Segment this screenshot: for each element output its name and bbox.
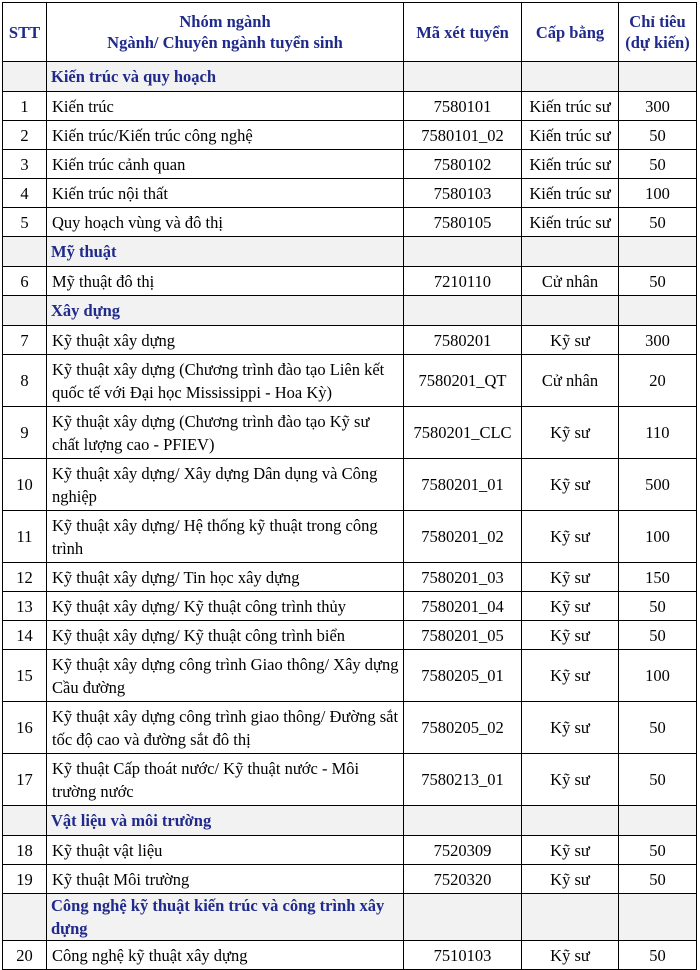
row-major-name: Kỹ thuật Cấp thoát nước/ Kỹ thuật nước - Môi trường nước (47, 754, 404, 806)
row-admission-code: 7510103 (404, 941, 522, 970)
row-admission-code: 7580201 (404, 326, 522, 355)
row-degree: Kiến trúc sư (522, 208, 619, 237)
row-major-name: Kỹ thuật Môi trường (47, 865, 404, 894)
table-row (3, 92, 697, 121)
row-major-name: Kỹ thuật xây dựng/ Hệ thống kỹ thuật trong công trình (47, 511, 404, 563)
group-empty-cell (404, 806, 522, 836)
table-row (3, 941, 697, 970)
row-stt: 16 (3, 702, 47, 754)
row-quota: 50 (619, 208, 697, 237)
row-degree: Kỹ sư (522, 754, 619, 806)
group-empty-cell (522, 237, 619, 267)
row-admission-code: 7580201_QT (404, 355, 522, 407)
table-row (3, 865, 697, 894)
row-stt: 13 (3, 592, 47, 621)
row-admission-code: 7580201_04 (404, 592, 522, 621)
row-major-name: Kiến trúc (47, 92, 404, 121)
row-stt: 10 (3, 459, 47, 511)
row-stt: 8 (3, 355, 47, 407)
table-body (3, 62, 697, 970)
group-empty-cell (522, 296, 619, 326)
row-quota: 50 (619, 754, 697, 806)
table-row (3, 459, 697, 511)
row-quota: 50 (619, 702, 697, 754)
row-quota: 50 (619, 150, 697, 179)
row-major-name: Quy hoạch vùng và đô thị (47, 208, 404, 237)
group-stt-cell (3, 296, 47, 326)
row-degree: Kỹ sư (522, 592, 619, 621)
row-major-name: Kỹ thuật xây dựng (Chương trình đào tạo Liên kết quốc tế với Đại học Mississippi - Hoa Kỳ) (47, 355, 404, 407)
table-row (3, 621, 697, 650)
row-stt: 12 (3, 563, 47, 592)
row-quota: 500 (619, 459, 697, 511)
row-major-name: Kỹ thuật xây dựng/ Tin học xây dựng (47, 563, 404, 592)
table-row (3, 650, 697, 702)
row-degree: Kiến trúc sư (522, 92, 619, 121)
row-quota: 50 (619, 836, 697, 865)
row-stt: 9 (3, 407, 47, 459)
row-major-name: Kiến trúc nội thất (47, 179, 404, 208)
row-stt: 4 (3, 179, 47, 208)
header-quota-line1: Chỉ tiêu (629, 12, 686, 31)
row-admission-code: 7210110 (404, 267, 522, 296)
group-empty-cell (619, 237, 697, 267)
row-stt: 11 (3, 511, 47, 563)
row-degree: Kỹ sư (522, 865, 619, 894)
row-stt: 5 (3, 208, 47, 237)
row-degree: Kỹ sư (522, 459, 619, 511)
table-row (3, 121, 697, 150)
row-degree: Kỹ sư (522, 407, 619, 459)
group-title: Vật liệu và môi trường (47, 806, 404, 836)
row-quota: 100 (619, 650, 697, 702)
group-empty-cell (404, 296, 522, 326)
row-degree: Cử nhân (522, 267, 619, 296)
table-row (3, 267, 697, 296)
row-admission-code: 7580201_05 (404, 621, 522, 650)
row-major-name: Kỹ thuật xây dựng/ Xây dựng Dân dụng và Công nghiệp (47, 459, 404, 511)
row-admission-code: 7580213_01 (404, 754, 522, 806)
row-admission-code: 7580201_02 (404, 511, 522, 563)
row-major-name: Công nghệ kỹ thuật xây dựng (47, 941, 404, 970)
table-row (3, 407, 697, 459)
group-row (3, 806, 697, 836)
row-major-name: Kỹ thuật xây dựng (Chương trình đào tạo Kỹ sư chất lượng cao - PFIEV) (47, 407, 404, 459)
row-admission-code: 7580205_02 (404, 702, 522, 754)
group-empty-cell (404, 237, 522, 267)
row-quota: 300 (619, 92, 697, 121)
row-major-name: Kỹ thuật xây dựng công trình Giao thông/ Xây dựng Cầu đường (47, 650, 404, 702)
group-empty-cell (522, 62, 619, 92)
row-quota: 50 (619, 865, 697, 894)
group-empty-cell (619, 62, 697, 92)
table-row (3, 592, 697, 621)
row-quota: 100 (619, 511, 697, 563)
header-stt: STT (3, 3, 47, 62)
row-quota: 300 (619, 326, 697, 355)
row-quota: 50 (619, 592, 697, 621)
group-empty-cell (404, 894, 522, 941)
row-stt: 7 (3, 326, 47, 355)
row-degree: Kỹ sư (522, 511, 619, 563)
row-major-name: Kỹ thuật xây dựng công trình giao thông/ Đường sắt tốc độ cao và đường sắt đô thị (47, 702, 404, 754)
row-degree: Kỹ sư (522, 836, 619, 865)
group-empty-cell (404, 62, 522, 92)
row-degree: Kiến trúc sư (522, 150, 619, 179)
row-admission-code: 7580103 (404, 179, 522, 208)
row-major-name: Kiến trúc cảnh quan (47, 150, 404, 179)
group-row (3, 894, 697, 941)
row-admission-code: 7580205_01 (404, 650, 522, 702)
row-quota: 50 (619, 941, 697, 970)
row-quota: 150 (619, 563, 697, 592)
header-major-group-line2: Ngành/ Chuyên ngành tuyển sinh (107, 33, 343, 52)
table-row (3, 326, 697, 355)
header-major-group (47, 3, 404, 62)
row-stt: 20 (3, 941, 47, 970)
row-stt: 1 (3, 92, 47, 121)
row-admission-code: 7580101_02 (404, 121, 522, 150)
row-admission-code: 7580201_01 (404, 459, 522, 511)
group-empty-cell (522, 894, 619, 941)
table-row (3, 754, 697, 806)
header-code: Mã xét tuyển (404, 3, 522, 62)
row-quota: 50 (619, 621, 697, 650)
header-quota-line2: (dự kiến) (625, 33, 690, 52)
group-empty-cell (619, 806, 697, 836)
row-admission-code: 7580101 (404, 92, 522, 121)
header-major-group-line1: Nhóm ngành (179, 12, 271, 31)
row-stt: 15 (3, 650, 47, 702)
row-admission-code: 7580102 (404, 150, 522, 179)
row-stt: 19 (3, 865, 47, 894)
group-row (3, 62, 697, 92)
group-empty-cell (619, 894, 697, 941)
row-stt: 6 (3, 267, 47, 296)
row-degree: Kỹ sư (522, 650, 619, 702)
header-degree: Cấp bằng (522, 3, 619, 62)
row-degree: Kỹ sư (522, 621, 619, 650)
table-header-row (3, 3, 697, 62)
row-degree: Kỹ sư (522, 326, 619, 355)
row-major-name: Kiến trúc/Kiến trúc công nghệ (47, 121, 404, 150)
row-major-name: Kỹ thuật xây dựng (47, 326, 404, 355)
row-quota: 20 (619, 355, 697, 407)
row-quota: 50 (619, 121, 697, 150)
group-empty-cell (619, 296, 697, 326)
row-admission-code: 7580105 (404, 208, 522, 237)
group-row (3, 237, 697, 267)
row-admission-code: 7520320 (404, 865, 522, 894)
row-degree: Kỹ sư (522, 941, 619, 970)
row-stt: 18 (3, 836, 47, 865)
header-quota (619, 3, 697, 62)
group-stt-cell (3, 894, 47, 941)
row-quota: 50 (619, 267, 697, 296)
row-degree: Cử nhân (522, 355, 619, 407)
row-stt: 14 (3, 621, 47, 650)
row-stt: 2 (3, 121, 47, 150)
table-row (3, 179, 697, 208)
table-row (3, 511, 697, 563)
row-admission-code: 7580201_CLC (404, 407, 522, 459)
row-degree: Kỹ sư (522, 702, 619, 754)
row-major-name: Kỹ thuật xây dựng/ Kỹ thuật công trình biển (47, 621, 404, 650)
table-row (3, 208, 697, 237)
table-row (3, 836, 697, 865)
row-quota: 110 (619, 407, 697, 459)
row-degree: Kiến trúc sư (522, 121, 619, 150)
row-admission-code: 7580201_03 (404, 563, 522, 592)
row-degree: Kỹ sư (522, 563, 619, 592)
row-quota: 100 (619, 179, 697, 208)
row-admission-code: 7520309 (404, 836, 522, 865)
group-title: Công nghệ kỹ thuật kiến trúc và công trình xây dựng (47, 894, 404, 941)
row-major-name: Kỹ thuật vật liệu (47, 836, 404, 865)
group-row (3, 296, 697, 326)
table-row (3, 355, 697, 407)
row-major-name: Kỹ thuật xây dựng/ Kỹ thuật công trình thủy (47, 592, 404, 621)
row-stt: 17 (3, 754, 47, 806)
table-row (3, 563, 697, 592)
group-stt-cell (3, 806, 47, 836)
admission-table (2, 2, 697, 970)
table-row (3, 150, 697, 179)
row-major-name: Mỹ thuật đô thị (47, 267, 404, 296)
row-degree: Kiến trúc sư (522, 179, 619, 208)
group-empty-cell (522, 806, 619, 836)
group-stt-cell (3, 62, 47, 92)
group-title: Xây dựng (47, 296, 404, 326)
group-title: Kiến trúc và quy hoạch (47, 62, 404, 92)
row-stt: 3 (3, 150, 47, 179)
group-title: Mỹ thuật (47, 237, 404, 267)
group-stt-cell (3, 237, 47, 267)
table-row (3, 702, 697, 754)
